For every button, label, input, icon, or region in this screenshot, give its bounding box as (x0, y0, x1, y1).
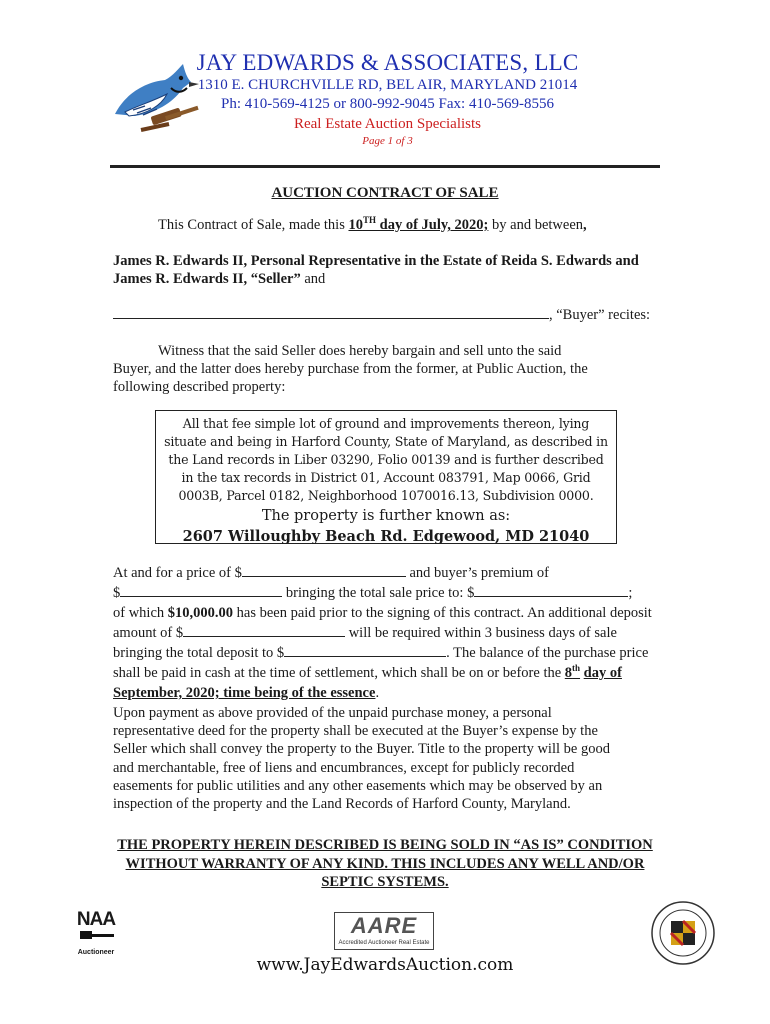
property-description-box (155, 410, 617, 544)
total-price-blank[interactable] (474, 583, 628, 597)
legal-description: All that fee simple lot of ground and improvements thereon, lying situate and being in Harford County, State of Maryland, as described in the Land records in Liber 03290, Folio 00139 and is further described in the tax records in District 01, Account 083791, Map 0066, Grid 0003B, Parcel 0182, Neighborhood 1070016.13, Subdivision 0000. (164, 416, 608, 503)
document-title: AUCTION CONTRACT OF SALE (271, 185, 499, 201)
buyer-line: , “Buyer” recites: (113, 305, 657, 324)
company-name: JAY EDWARDS & ASSOCIATES, LLC (196, 50, 579, 75)
company-phone: Ph: 410-569-4125 or 800-992-9045 Fax: 410-569-8556 (221, 96, 554, 112)
website-url[interactable]: www.JayEdwardsAuction.com (256, 955, 514, 975)
aare-logo: AARE Accredited Auctioneer Real Estate (334, 912, 434, 950)
page-number: Page 1 of 3 (362, 135, 413, 147)
contract-intro: This Contract of Sale, made this 10TH day of July, 2020; by and between, (158, 215, 587, 233)
gavel-icon (76, 929, 116, 943)
premium-blank[interactable] (120, 583, 282, 597)
property-address: 2607 Willoughby Beach Rd. Edgewood, MD 21040 (182, 528, 590, 545)
auctioneers-association-seal (650, 900, 716, 966)
witness-paragraph: Witness that the said Seller does hereby bargain and sell unto the said Buyer, and the latter does hereby purchase from the former, at Public Auction, the following described property: (113, 343, 588, 395)
total-deposit-blank[interactable] (284, 643, 446, 657)
price-paragraph: At and for a price of $ and buyer’s premium of $ bringing the total sale price to: $ ; of which $10,000.00 has been paid prior to the signing of this contract. An additional deposit amount of $ will be required within 3 business days of sale bringing the total deposit to $ . The balance of the purchase price shall be paid in cash at the time of settlement, which shall be on or before the 8th day of September, 2020; time being of the essence. (113, 565, 652, 701)
naa-auctioneer-logo: NAA Auctioneer (76, 909, 116, 956)
buyer-name-blank[interactable] (113, 305, 549, 319)
company-address: 1310 E. CHURCHVILLE RD, BEL AIR, MARYLAND 21014 (197, 77, 578, 93)
price-blank[interactable] (242, 563, 406, 577)
company-tagline: Real Estate Auction Specialists (293, 116, 482, 132)
settlement-date: day of September, 2020; time being of the essence (113, 665, 622, 701)
known-as-label: The property is further known as: (261, 508, 511, 524)
as-is-notice: THE PROPERTY HEREIN DESCRIBED IS BEING SOLD IN “AS IS” CONDITION WITHOUT WARRANTY OF ANY KIND. THIS INCLUDES ANY WELL AND/OR SEPTIC SYSTEMS. (117, 837, 653, 890)
seller-paragraph: James R. Edwards II, Personal Representative in the Estate of Reida S. Edwards and James R. Edwards II, “Seller” and (113, 253, 639, 287)
paid-deposit: $10,000.00 (167, 605, 234, 621)
additional-deposit-blank[interactable] (183, 623, 345, 637)
deed-paragraph: Upon payment as above provided of the unpaid purchase money, a personal representative deed for the property shall be executed at the Buyer’s expense by the Seller which shall convey the property to the Buyer. Title to the property will be good and merchantable, free of liens and encumbrances, except for publicly recorded easements for public utilities and any other easements which may be observed by an inspection of the property and the Land Records of Harford County, Maryland. (113, 705, 610, 813)
header-rule (110, 165, 660, 168)
